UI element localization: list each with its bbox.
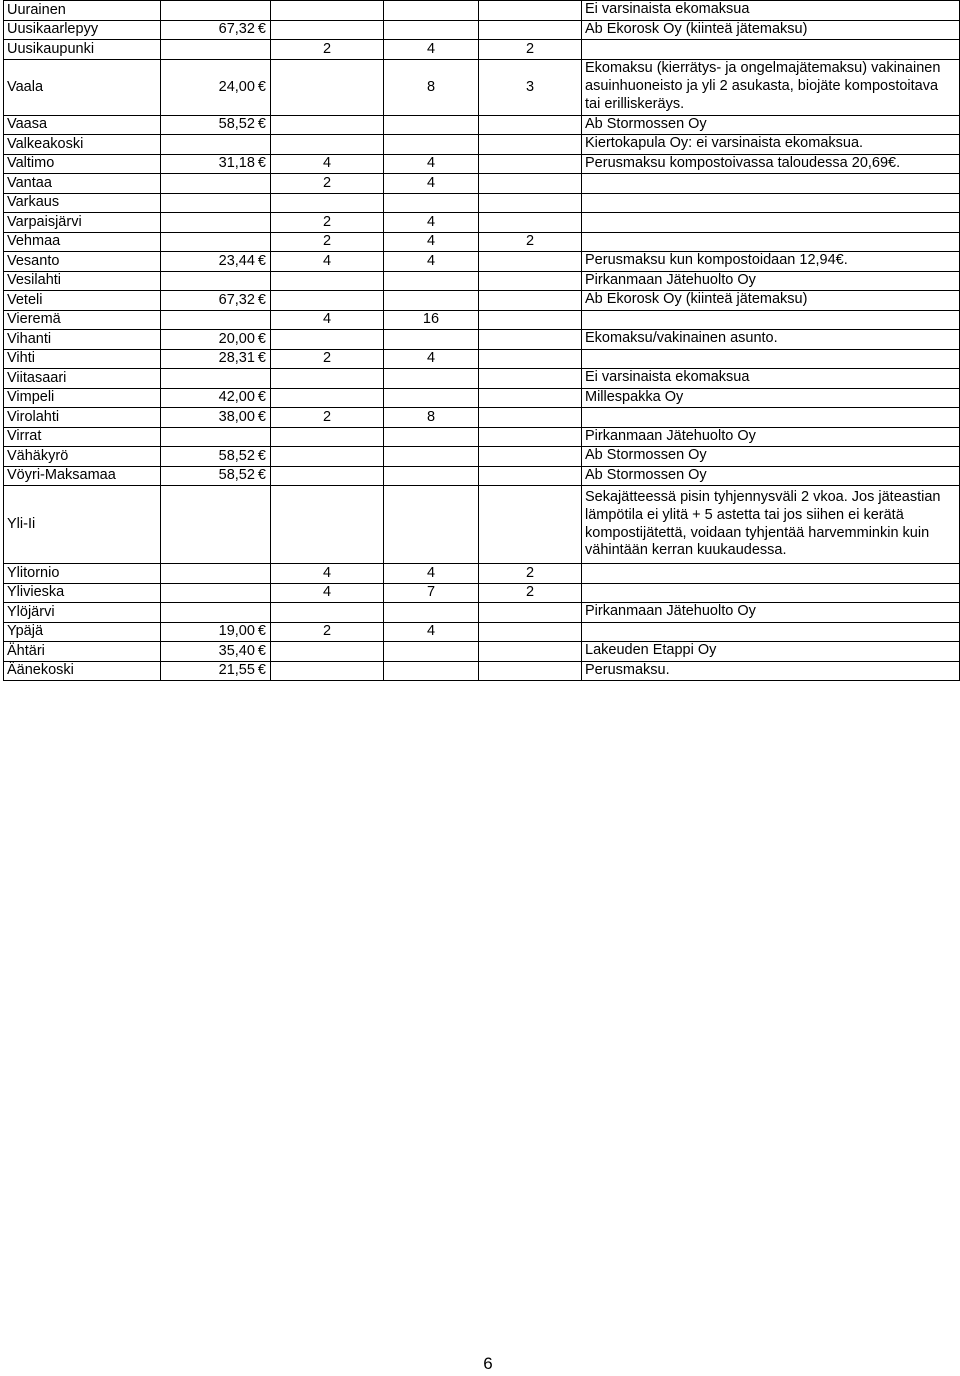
fee-cell — [161, 291, 271, 311]
note-cell — [582, 408, 960, 428]
note-cell: Perusmaksu kompostoivassa taloudessa 20,69€. — [582, 154, 960, 174]
interval-cell-3 — [479, 466, 582, 486]
euro-symbol: € — [257, 447, 266, 464]
interval-cell-3 — [479, 427, 582, 447]
interval-cell-3 — [479, 661, 582, 681]
fee-cell — [161, 447, 271, 467]
interval-cell-2 — [384, 193, 479, 213]
municipality-cell: Virolahti — [4, 408, 161, 428]
interval-cell-3 — [479, 174, 582, 194]
note-cell: Perusmaksu kun kompostoidaan 12,94€. — [582, 252, 960, 272]
note-cell: Ei varsinaista ekomaksua — [582, 1, 960, 21]
interval-cell-3 — [479, 622, 582, 642]
note-cell — [582, 310, 960, 330]
interval-cell-1: 2 — [271, 213, 384, 233]
municipality-cell: Ähtäri — [4, 642, 161, 662]
interval-cell-2 — [384, 271, 479, 291]
municipality-cell: Vihti — [4, 349, 161, 369]
interval-cell-3 — [479, 603, 582, 623]
municipality-cell: Vaala — [4, 59, 161, 115]
interval-cell-1: 4 — [271, 310, 384, 330]
fee-value: 58,52 — [218, 467, 255, 484]
table-row — [4, 20, 960, 40]
table-row — [4, 310, 960, 330]
interval-cell-3 — [479, 135, 582, 155]
interval-cell-1: 4 — [271, 583, 384, 603]
euro-symbol: € — [257, 291, 266, 308]
interval-cell-2: 8 — [384, 59, 479, 115]
interval-cell-1 — [271, 59, 384, 115]
municipality-cell: Uurainen — [4, 1, 161, 21]
interval-cell-1 — [271, 447, 384, 467]
interval-cell-3 — [479, 271, 582, 291]
fee-cell — [161, 252, 271, 272]
note-cell — [582, 349, 960, 369]
fee-cell — [161, 20, 271, 40]
interval-cell-2: 4 — [384, 40, 479, 60]
note-cell — [582, 40, 960, 60]
table-row — [4, 583, 960, 603]
fee-value: 24,00 — [218, 78, 255, 95]
municipality-cell: Vihanti — [4, 330, 161, 350]
table-row — [4, 40, 960, 60]
table-row — [4, 369, 960, 389]
interval-cell-2 — [384, 135, 479, 155]
euro-symbol: € — [257, 408, 266, 425]
interval-cell-3 — [479, 486, 582, 564]
note-cell: Pirkanmaan Jätehuolto Oy — [582, 603, 960, 623]
municipality-cell: Vähäkyrö — [4, 447, 161, 467]
interval-cell-2: 4 — [384, 154, 479, 174]
interval-cell-2 — [384, 447, 479, 467]
interval-cell-3 — [479, 213, 582, 233]
interval-cell-2 — [384, 661, 479, 681]
fee-cell — [161, 174, 271, 194]
interval-cell-2: 4 — [384, 174, 479, 194]
interval-cell-2: 4 — [384, 232, 479, 252]
table-row — [4, 213, 960, 233]
interval-cell-1: 2 — [271, 408, 384, 428]
euro-symbol: € — [257, 623, 266, 640]
table-row — [4, 252, 960, 272]
table-row — [4, 564, 960, 584]
interval-cell-2 — [384, 369, 479, 389]
interval-cell-3: 2 — [479, 232, 582, 252]
interval-cell-2: 4 — [384, 564, 479, 584]
interval-cell-1 — [271, 1, 384, 21]
interval-cell-2 — [384, 291, 479, 311]
municipality-cell: Vesanto — [4, 252, 161, 272]
interval-cell-3 — [479, 252, 582, 272]
fee-cell — [161, 310, 271, 330]
municipality-cell: Vöyri-Maksamaa — [4, 466, 161, 486]
table-row — [4, 661, 960, 681]
interval-cell-3: 2 — [479, 40, 582, 60]
fee-cell — [161, 271, 271, 291]
fee-cell — [161, 466, 271, 486]
table-row — [4, 59, 960, 115]
municipality-cell: Veteli — [4, 291, 161, 311]
fee-cell — [161, 59, 271, 115]
municipality-cell: Viitasaari — [4, 369, 161, 389]
fee-value: 67,32 — [218, 291, 255, 308]
euro-symbol: € — [257, 389, 266, 406]
interval-cell-3: 3 — [479, 59, 582, 115]
fee-value: 42,00 — [218, 389, 255, 406]
fee-cell — [161, 564, 271, 584]
interval-cell-1 — [271, 642, 384, 662]
interval-cell-1 — [271, 271, 384, 291]
municipality-cell: Vantaa — [4, 174, 161, 194]
note-cell: Ab Ekorosk Oy (kiinteä jätemaksu) — [582, 20, 960, 40]
note-cell: Millespakka Oy — [582, 388, 960, 408]
municipality-cell: Vaasa — [4, 115, 161, 135]
interval-cell-1: 2 — [271, 40, 384, 60]
fee-cell — [161, 408, 271, 428]
interval-cell-2: 4 — [384, 622, 479, 642]
fee-cell — [161, 40, 271, 60]
note-cell: Kiertokapula Oy: ei varsinaista ekomaksua. — [582, 135, 960, 155]
note-cell — [582, 564, 960, 584]
fee-value: 20,00 — [218, 330, 255, 347]
municipality-cell: Äänekoski — [4, 661, 161, 681]
municipality-cell: Vehmaa — [4, 232, 161, 252]
euro-symbol: € — [257, 116, 266, 133]
interval-cell-1 — [271, 486, 384, 564]
interval-cell-3 — [479, 115, 582, 135]
municipality-cell: Uusikaupunki — [4, 40, 161, 60]
municipality-cell: Virrat — [4, 427, 161, 447]
interval-cell-3 — [479, 310, 582, 330]
municipality-cell: Valtimo — [4, 154, 161, 174]
euro-symbol: € — [257, 467, 266, 484]
euro-symbol: € — [257, 252, 266, 269]
euro-symbol: € — [257, 155, 266, 172]
interval-cell-2 — [384, 603, 479, 623]
table-row — [4, 466, 960, 486]
note-cell: Ekomaksu (kierrätys- ja ongelmajätemaksu) vakinainen asuinhuoneisto ja yli 2 asukasta, biojäte kompostoitava tai erilliskeräys. — [582, 59, 960, 115]
interval-cell-2 — [384, 642, 479, 662]
interval-cell-3 — [479, 349, 582, 369]
euro-symbol: € — [257, 662, 266, 679]
note-cell — [582, 232, 960, 252]
interval-cell-1: 2 — [271, 232, 384, 252]
interval-cell-3 — [479, 447, 582, 467]
municipality-cell: Varkaus — [4, 193, 161, 213]
note-cell: Perusmaksu. — [582, 661, 960, 681]
table-row — [4, 447, 960, 467]
interval-cell-1 — [271, 427, 384, 447]
table-row — [4, 642, 960, 662]
municipality-cell: Vesilahti — [4, 271, 161, 291]
municipality-cell: Valkeakoski — [4, 135, 161, 155]
fee-cell — [161, 115, 271, 135]
fee-cell — [161, 661, 271, 681]
municipality-cell: Yli-Ii — [4, 486, 161, 564]
note-cell: Ei varsinaista ekomaksua — [582, 369, 960, 389]
interval-cell-1: 4 — [271, 154, 384, 174]
table-row — [4, 427, 960, 447]
fee-cell — [161, 583, 271, 603]
note-cell — [582, 622, 960, 642]
fee-cell — [161, 154, 271, 174]
table-body — [4, 1, 960, 681]
note-cell: Ab Stormossen Oy — [582, 447, 960, 467]
interval-cell-2 — [384, 330, 479, 350]
fee-value: 23,44 — [218, 252, 255, 269]
table-row — [4, 291, 960, 311]
fee-value: 58,52 — [218, 447, 255, 464]
fee-cell — [161, 330, 271, 350]
interval-cell-1 — [271, 369, 384, 389]
interval-cell-3: 2 — [479, 583, 582, 603]
municipality-cell: Ypäjä — [4, 622, 161, 642]
fee-value: 67,32 — [218, 21, 255, 38]
interval-cell-1 — [271, 466, 384, 486]
fee-cell — [161, 1, 271, 21]
municipality-cell: Varpaisjärvi — [4, 213, 161, 233]
interval-cell-3 — [479, 408, 582, 428]
note-cell — [582, 193, 960, 213]
interval-cell-1: 2 — [271, 622, 384, 642]
municipality-cell: Ylivieska — [4, 583, 161, 603]
euro-symbol: € — [257, 21, 266, 38]
fee-value: 38,00 — [218, 408, 255, 425]
municipal-waste-fee-table — [3, 0, 960, 681]
interval-cell-3 — [479, 193, 582, 213]
note-cell: Pirkanmaan Jätehuolto Oy — [582, 271, 960, 291]
fee-value: 31,18 — [218, 155, 255, 172]
fee-cell — [161, 349, 271, 369]
table-row — [4, 486, 960, 564]
interval-cell-2 — [384, 388, 479, 408]
note-cell: Ab Stormossen Oy — [582, 466, 960, 486]
interval-cell-3 — [479, 330, 582, 350]
interval-cell-3 — [479, 369, 582, 389]
table-row — [4, 193, 960, 213]
interval-cell-1 — [271, 135, 384, 155]
interval-cell-2: 4 — [384, 349, 479, 369]
interval-cell-1 — [271, 388, 384, 408]
municipality-cell: Vimpeli — [4, 388, 161, 408]
euro-symbol: € — [257, 350, 266, 367]
fee-cell — [161, 232, 271, 252]
fee-value: 21,55 — [218, 662, 255, 679]
interval-cell-2 — [384, 20, 479, 40]
euro-symbol: € — [257, 78, 266, 95]
interval-cell-3 — [479, 20, 582, 40]
municipality-cell: Ylitornio — [4, 564, 161, 584]
table-row — [4, 349, 960, 369]
interval-cell-1: 2 — [271, 349, 384, 369]
interval-cell-3 — [479, 388, 582, 408]
municipality-cell: Uusikaarlepyy — [4, 20, 161, 40]
interval-cell-1: 4 — [271, 564, 384, 584]
interval-cell-1 — [271, 661, 384, 681]
fee-cell — [161, 622, 271, 642]
fee-value: 19,00 — [218, 623, 255, 640]
fee-cell — [161, 642, 271, 662]
note-cell: Ab Stormossen Oy — [582, 115, 960, 135]
page-number: 6 — [483, 1354, 493, 1373]
table-row — [4, 388, 960, 408]
interval-cell-2 — [384, 466, 479, 486]
euro-symbol: € — [257, 642, 266, 659]
interval-cell-3 — [479, 1, 582, 21]
fee-cell — [161, 388, 271, 408]
interval-cell-1: 4 — [271, 252, 384, 272]
table-row — [4, 174, 960, 194]
interval-cell-2: 16 — [384, 310, 479, 330]
fee-cell — [161, 603, 271, 623]
interval-cell-2 — [384, 427, 479, 447]
table-row — [4, 271, 960, 291]
fee-cell — [161, 193, 271, 213]
table-row — [4, 408, 960, 428]
note-cell — [582, 583, 960, 603]
fee-value: 35,40 — [218, 642, 255, 659]
fee-cell — [161, 369, 271, 389]
interval-cell-1 — [271, 115, 384, 135]
note-cell: Sekajätteessä pisin tyhjennysväli 2 vkoa. Jos jäteastian lämpötila ei ylitä + 5 astetta tai jos siihen ei kerätä kompostijätettä, voidaan tyhjentää harvemminkin kuin vähintään kerran kuukaudessa. — [582, 486, 960, 564]
note-cell — [582, 213, 960, 233]
note-cell: Ekomaksu/vakinainen asunto. — [582, 330, 960, 350]
municipality-cell: Ylöjärvi — [4, 603, 161, 623]
table-row — [4, 603, 960, 623]
note-cell: Lakeuden Etappi Oy — [582, 642, 960, 662]
table-row — [4, 154, 960, 174]
interval-cell-2: 4 — [384, 252, 479, 272]
interval-cell-1 — [271, 330, 384, 350]
municipality-cell: Vieremä — [4, 310, 161, 330]
fee-value: 58,52 — [218, 116, 255, 133]
interval-cell-3 — [479, 291, 582, 311]
fee-cell — [161, 135, 271, 155]
fee-cell — [161, 427, 271, 447]
interval-cell-2: 7 — [384, 583, 479, 603]
interval-cell-1 — [271, 291, 384, 311]
note-cell: Pirkanmaan Jätehuolto Oy — [582, 427, 960, 447]
interval-cell-2 — [384, 1, 479, 21]
interval-cell-1: 2 — [271, 174, 384, 194]
interval-cell-2: 8 — [384, 408, 479, 428]
interval-cell-2: 4 — [384, 213, 479, 233]
interval-cell-1 — [271, 20, 384, 40]
table-row — [4, 232, 960, 252]
fee-value: 28,31 — [218, 350, 255, 367]
note-cell — [582, 174, 960, 194]
interval-cell-3 — [479, 154, 582, 174]
interval-cell-3: 2 — [479, 564, 582, 584]
fee-cell — [161, 213, 271, 233]
interval-cell-2 — [384, 486, 479, 564]
table-row — [4, 135, 960, 155]
fee-cell — [161, 486, 271, 564]
euro-symbol: € — [257, 330, 266, 347]
note-cell: Ab Ekorosk Oy (kiinteä jätemaksu) — [582, 291, 960, 311]
interval-cell-1 — [271, 603, 384, 623]
table-row — [4, 1, 960, 21]
interval-cell-2 — [384, 115, 479, 135]
interval-cell-3 — [479, 642, 582, 662]
table-row — [4, 330, 960, 350]
interval-cell-1 — [271, 193, 384, 213]
table-row — [4, 115, 960, 135]
table-row — [4, 622, 960, 642]
